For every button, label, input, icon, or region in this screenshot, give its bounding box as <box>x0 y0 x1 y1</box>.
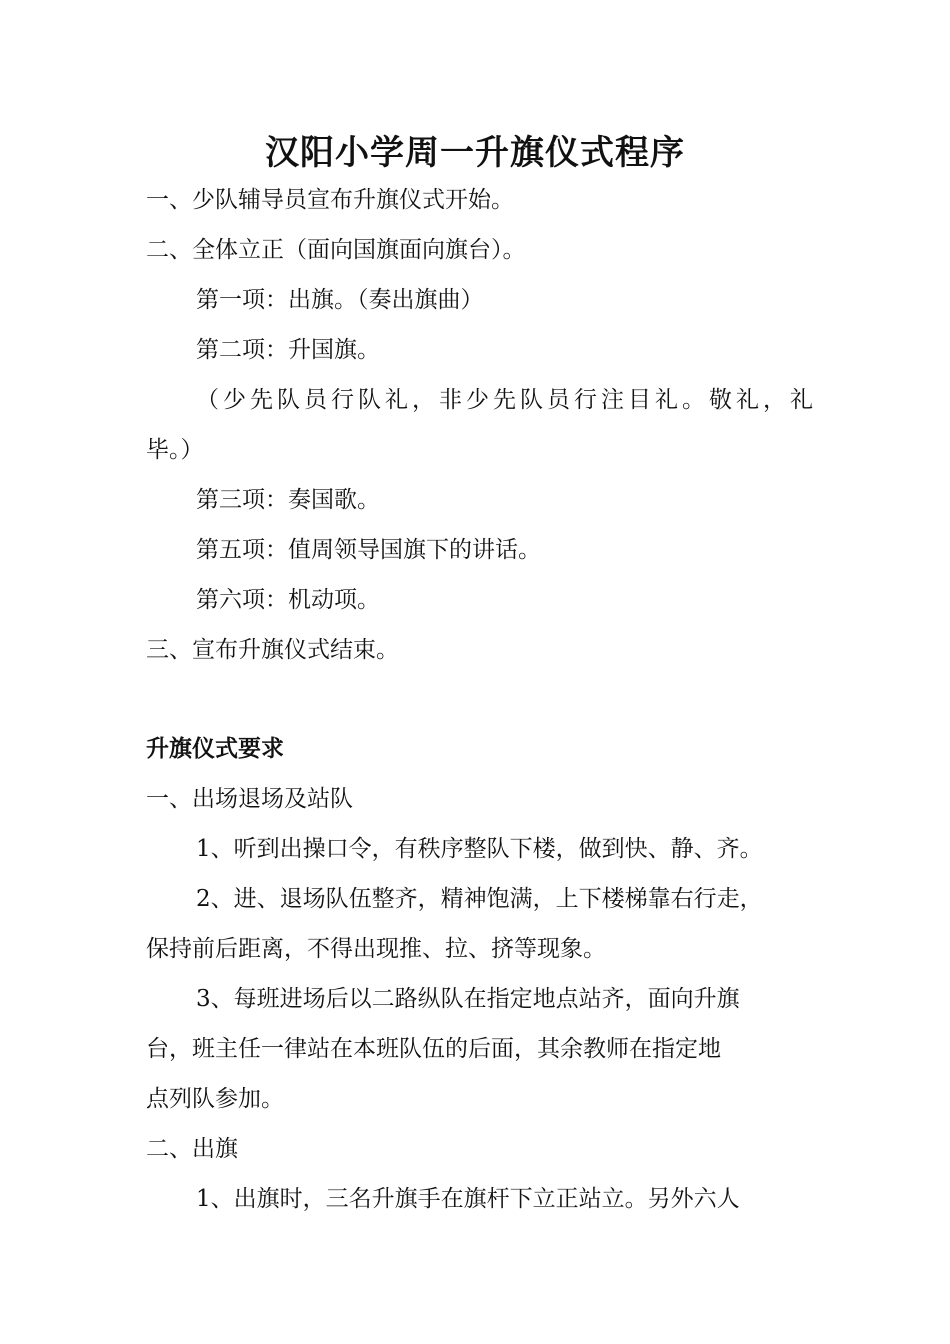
procedure-item-2-note: （少先队员行队礼，非少先队员行注目礼。敬礼，礼 <box>196 387 817 413</box>
section-1-paragraph-3-cont: 台，班主任一律站在本班队伍的后面，其余教师在指定地 <box>146 1036 721 1062</box>
procedure-step-1: 一、少队辅导员宣布升旗仪式开始。 <box>146 187 514 213</box>
procedure-step-2: 二、全体立正（面向国旗面向旗台）。 <box>146 237 526 263</box>
section-1-paragraph-3: 3、每班进场后以二路纵队在指定地点站齐，面向升旗 <box>196 986 740 1012</box>
requirements-heading: 升旗仪式要求 <box>146 736 284 762</box>
procedure-item-5: 第五项：值周领导国旗下的讲话。 <box>196 537 541 563</box>
section-1-paragraph-1: 1、听到出操口令，有秩序整队下楼，做到快、静、齐。 <box>196 836 763 862</box>
procedure-item-1: 第一项：出旗。（奏出旗曲） <box>196 287 484 313</box>
procedure-item-6: 第六项：机动项。 <box>196 587 380 613</box>
section-1-paragraph-3-end: 点列队参加。 <box>146 1086 284 1112</box>
procedure-item-2: 第二项：升国旗。 <box>196 337 380 363</box>
procedure-item-3: 第三项：奏国歌。 <box>196 487 380 513</box>
document-title: 汉阳小学周一升旗仪式程序 <box>265 133 685 173</box>
procedure-step-3: 三、宣布升旗仪式结束。 <box>146 637 399 663</box>
section-2-title: 二、出旗 <box>146 1136 238 1162</box>
section-2-paragraph-1: 1、出旗时，三名升旗手在旗杆下立正站立。另外六人 <box>196 1186 740 1212</box>
section-1-title: 一、出场退场及站队 <box>146 786 353 812</box>
section-1-paragraph-2: 2、进、退场队伍整齐，精神饱满，上下楼梯靠右行走， <box>196 886 763 912</box>
section-1-paragraph-2-cont: 保持前后距离，不得出现推、拉、挤等现象。 <box>146 936 606 962</box>
procedure-item-2-note-cont: 毕。） <box>146 437 204 463</box>
